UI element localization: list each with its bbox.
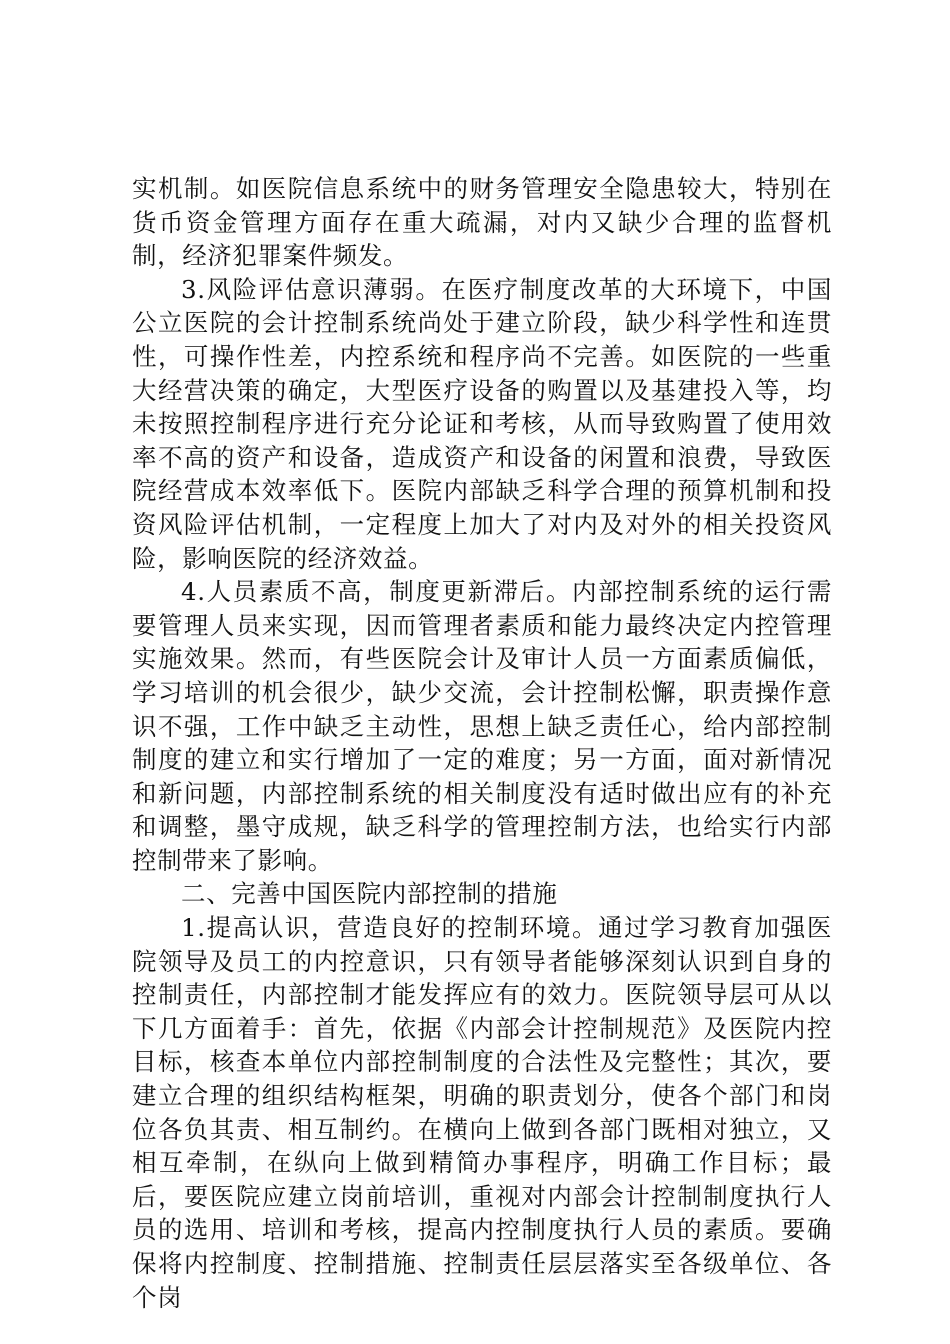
section-heading: 二、完善中国医院内部控制的措施 [181, 879, 558, 909]
document-body [132, 172, 832, 1314]
paragraph-risk-assessment: 3.风险评估意识薄弱。在医疗制度改革的大环境下，中国公立医院的会计控制系统尚处于建立阶段，缺少科学性和连贯性，可操作性差，内控系统和程序尚不完善。如医院的一些重大经营决策的确定，大型医疗设备的购置以及基建投入等，均未按照控制程序进行充分论证和考核，从而导致购置了使用效率不高的资产和设备，造成资产和设备的闲置和浪费，导致医院经营成本效率低下。医院内部缺乏科学合理的预算机制和投资风险评估机制，一定程度上加大了对内及对外的相关投资风险，影响医院的经济效益。 [132, 274, 832, 573]
paragraph-continuation: 实机制。如医院信息系统中的财务管理安全隐患较大，特别在货币资金管理方面存在重大疏漏，对内又缺少合理的监督机制，经济犯罪案件频发。 [132, 174, 832, 271]
paragraph-control-environment: 1.提高认识，营造良好的控制环境。通过学习教育加强医院领导及员工的内控意识，只有领导者能够深刻认识到自身的控制责任，内部控制才能发挥应有的效力。医院领导层可从以下几方面着手：首先，依据《内部会计控制规范》及医院内控目标，核查本单位内部控制制度的合法性及完整性；其次，要建立合理的组织结构框架，明确的职责划分，使各个部门和岗位各负其责、相互制约。在横向上做到各部门既相对独立，又相互牵制，在纵向上做到精简办事程序，明确工作目标；最后，要医院应建立岗前培训，重视对内部会计控制制度执行人员的选用、培训和考核，提高内控制度执行人员的素质。要确保将内控制度、控制措施、控制责任层层落实至各级单位、各个岗 [132, 913, 832, 1312]
paragraph-personnel-quality: 4.人员素质不高，制度更新滞后。内部控制系统的运行需要管理人员来实现，因而管理者素质和能力最终决定内控管理实施效果。然而，有些医院会计及审计人员一方面素质偏低，学习培训的机会很少，缺少交流，会计控制松懈，职责操作意识不强，工作中缺乏主动性，思想上缺乏责任心，给内部控制制度的建立和实行增加了一定的难度；另一方面，面对新情况和新问题，内部控制系统的相关制度没有适时做出应有的补充和调整，墨守成规，缺乏科学的管理控制方法，也给实行内部控制带来了影响。 [132, 577, 832, 875]
